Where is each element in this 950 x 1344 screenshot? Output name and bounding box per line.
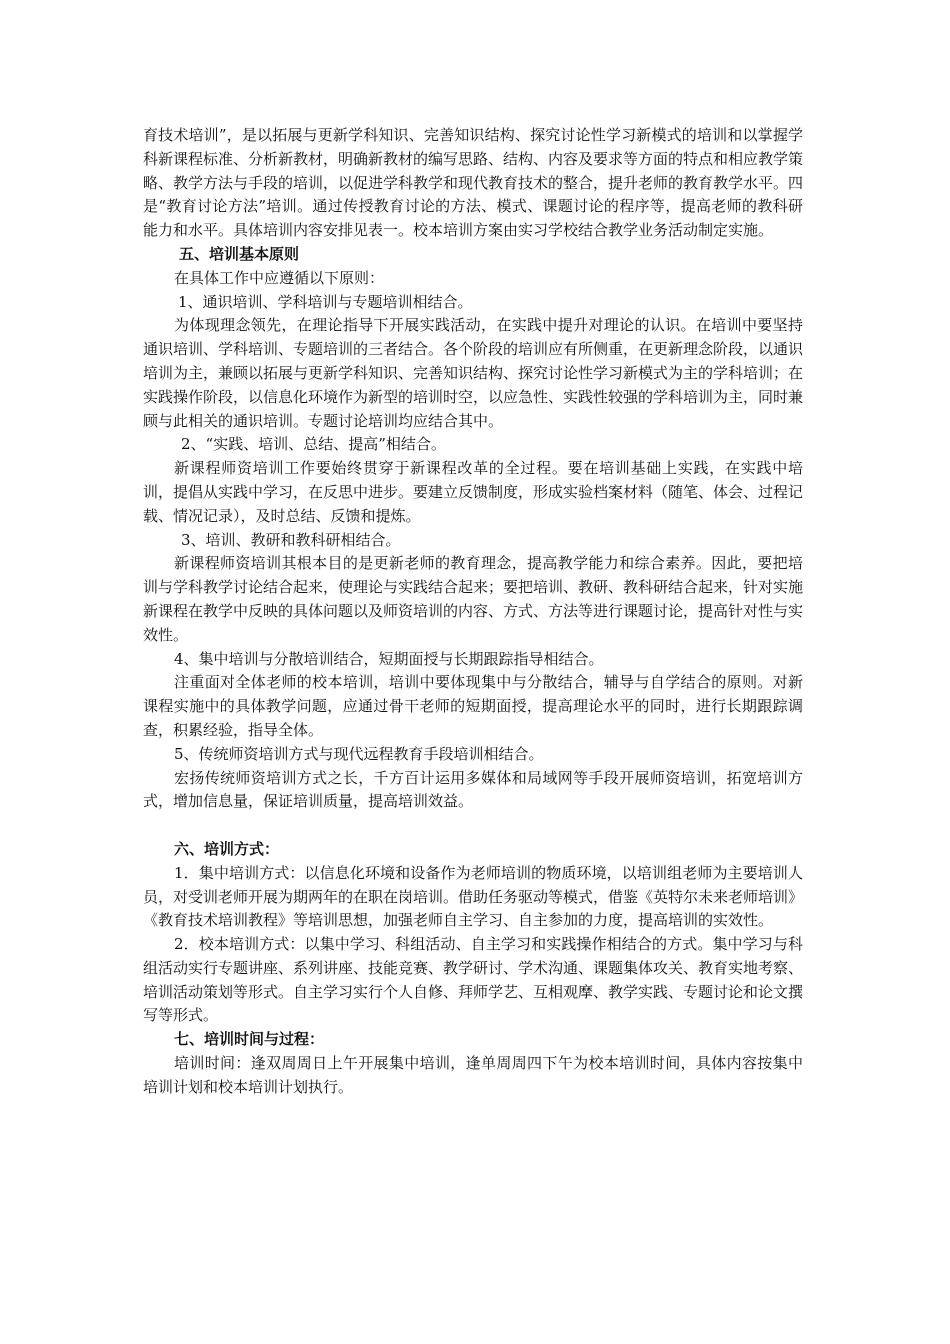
training-method-1: 1．集中培训方式：以信息化环境和设备作为老师培训的物质环境，以培训组老师为主要培训人员，对受训老师开展为期两年的在职在岗培训。借助任务驱动等模式，借鉴《英特尔未来老师培训》《教育技术培训教程》等培训思想，加强老师自主学习、自主参加的力度，提高培训的实效性。 — [143, 863, 804, 930]
principle-2-title: 2、“实践、培训、总结、提高”相结合。 — [181, 435, 446, 454]
blank-line — [143, 814, 803, 838]
document-page — [143, 124, 803, 1100]
principle-4-body: 注重面对全体老师的校本培训，培训中要体现集中与分散结合，辅导与自学结合的原则。对新课程实施中的具体教学问题，应通过骨干老师的短期面授，提高理论水平的同时，进行长期跟踪调查，积累经验，指导全体。 — [143, 673, 803, 739]
section7-heading: 七、培训时间与过程： — [174, 1030, 325, 1049]
principle-1-body: 为体现理念领先，在理论指导下开展实践活动，在实践中提升对理论的认识。在培训中要坚持通识培训、学科培训、专题培训的三者结合。各个阶段的培训应有所侧重，在更新理念阶段，以通识培训为主，兼顾以拓展与更新学科知识、完善知识结构、探究讨论性学习新模式为主的学科培训；在实践操作阶段，以信息化环境作为新型的培训时空，以应急性、实践性较强的学科培训为主，同时兼顾与此相关的通识培训。专题讨论培训均应结合其中。 — [143, 316, 804, 430]
principle-5-body: 宏扬传统师资培训方式之长，千方百计运用多媒体和局域网等手段开展师资培训，拓宽培训方式，增加信息量，保证培训质量，提高培训效益。 — [143, 768, 803, 811]
section6-heading: 六、培训方式： — [174, 839, 280, 858]
principle-3-body: 新课程师资培训其根本目的是更新老师的教育理念，提高教学能力和综合素养。因此，要把培训与学科教学讨论结合起来，使理论与实践结合起来；要把培训、教研、教科研结合起来，针对实施新课程在教学中反映的具体问题以及师资培训的内容、方式、方法等进行课题讨论，提高针对性与实效性。 — [143, 554, 804, 644]
principle-2-body: 新课程师资培训工作要始终贯穿于新课程改革的全过程。要在培训基础上实践，在实践中培训，提倡从实践中学习，在反思中进步。要建立反馈制度，形成实验档案材料（随笔、体会、过程记载、情况记录），及时总结、反馈和提炼。 — [143, 459, 804, 525]
training-method-2: 2．校本培训方式：以集中学习、科组活动、自主学习和实践操作相结合的方式。集中学习与科组活动实行专题讲座、系列讲座、技能竞赛、教学研讨、学术沟通、课题集体攻关、教育实地考察、培训活动策划等形式。自主学习实行个人自修、拜师学艺、互相观摩、教学实践、专题讨论和论文撰写等形式。 — [143, 935, 804, 1025]
principle-1-title: 1、通识培训、学科培训与专题培训相结合。 — [178, 292, 473, 311]
section5-intro: 在具体工作中应遵循以下原则： — [174, 268, 385, 287]
intro-paragraph: 育技术培训”，是以拓展与更新学科知识、完善知识结构、探究讨论性学习新模式的培训和以掌握学科新课程标准、分析新教材，明确新教材的编写思路、结构、内容及要求等方面的特点和相应教学策略、教学方法与手段的培训，以促进学科教学和现代教育技术的整合，提升老师的教育教学水平。四是“教育讨论方法”培训。通过传授教育讨论的方法、模式、课题讨论的程序等，提高老师的教科研能力和水平。具体培训内容安排见表一。校本培训方案由实习学校结合教学业务活动制定实施。 — [143, 126, 804, 240]
training-time: 培训时间：逢双周周日上午开展集中培训，逢单周周四下午为校本培训时间，具体内容按集中培训计划和校本培训计划执行。 — [143, 1054, 803, 1096]
principle-3-title: 3、培训、教研和教科研相结合。 — [181, 530, 401, 549]
principle-4-title: 4、集中培训与分散培训结合，短期面授与长期跟踪指导相结合。 — [174, 649, 604, 668]
principle-5-title: 5、传统师资培训方式与现代远程教育手段培训相结合。 — [174, 744, 544, 763]
section5-heading: 五、培训基本原则 — [179, 244, 300, 263]
